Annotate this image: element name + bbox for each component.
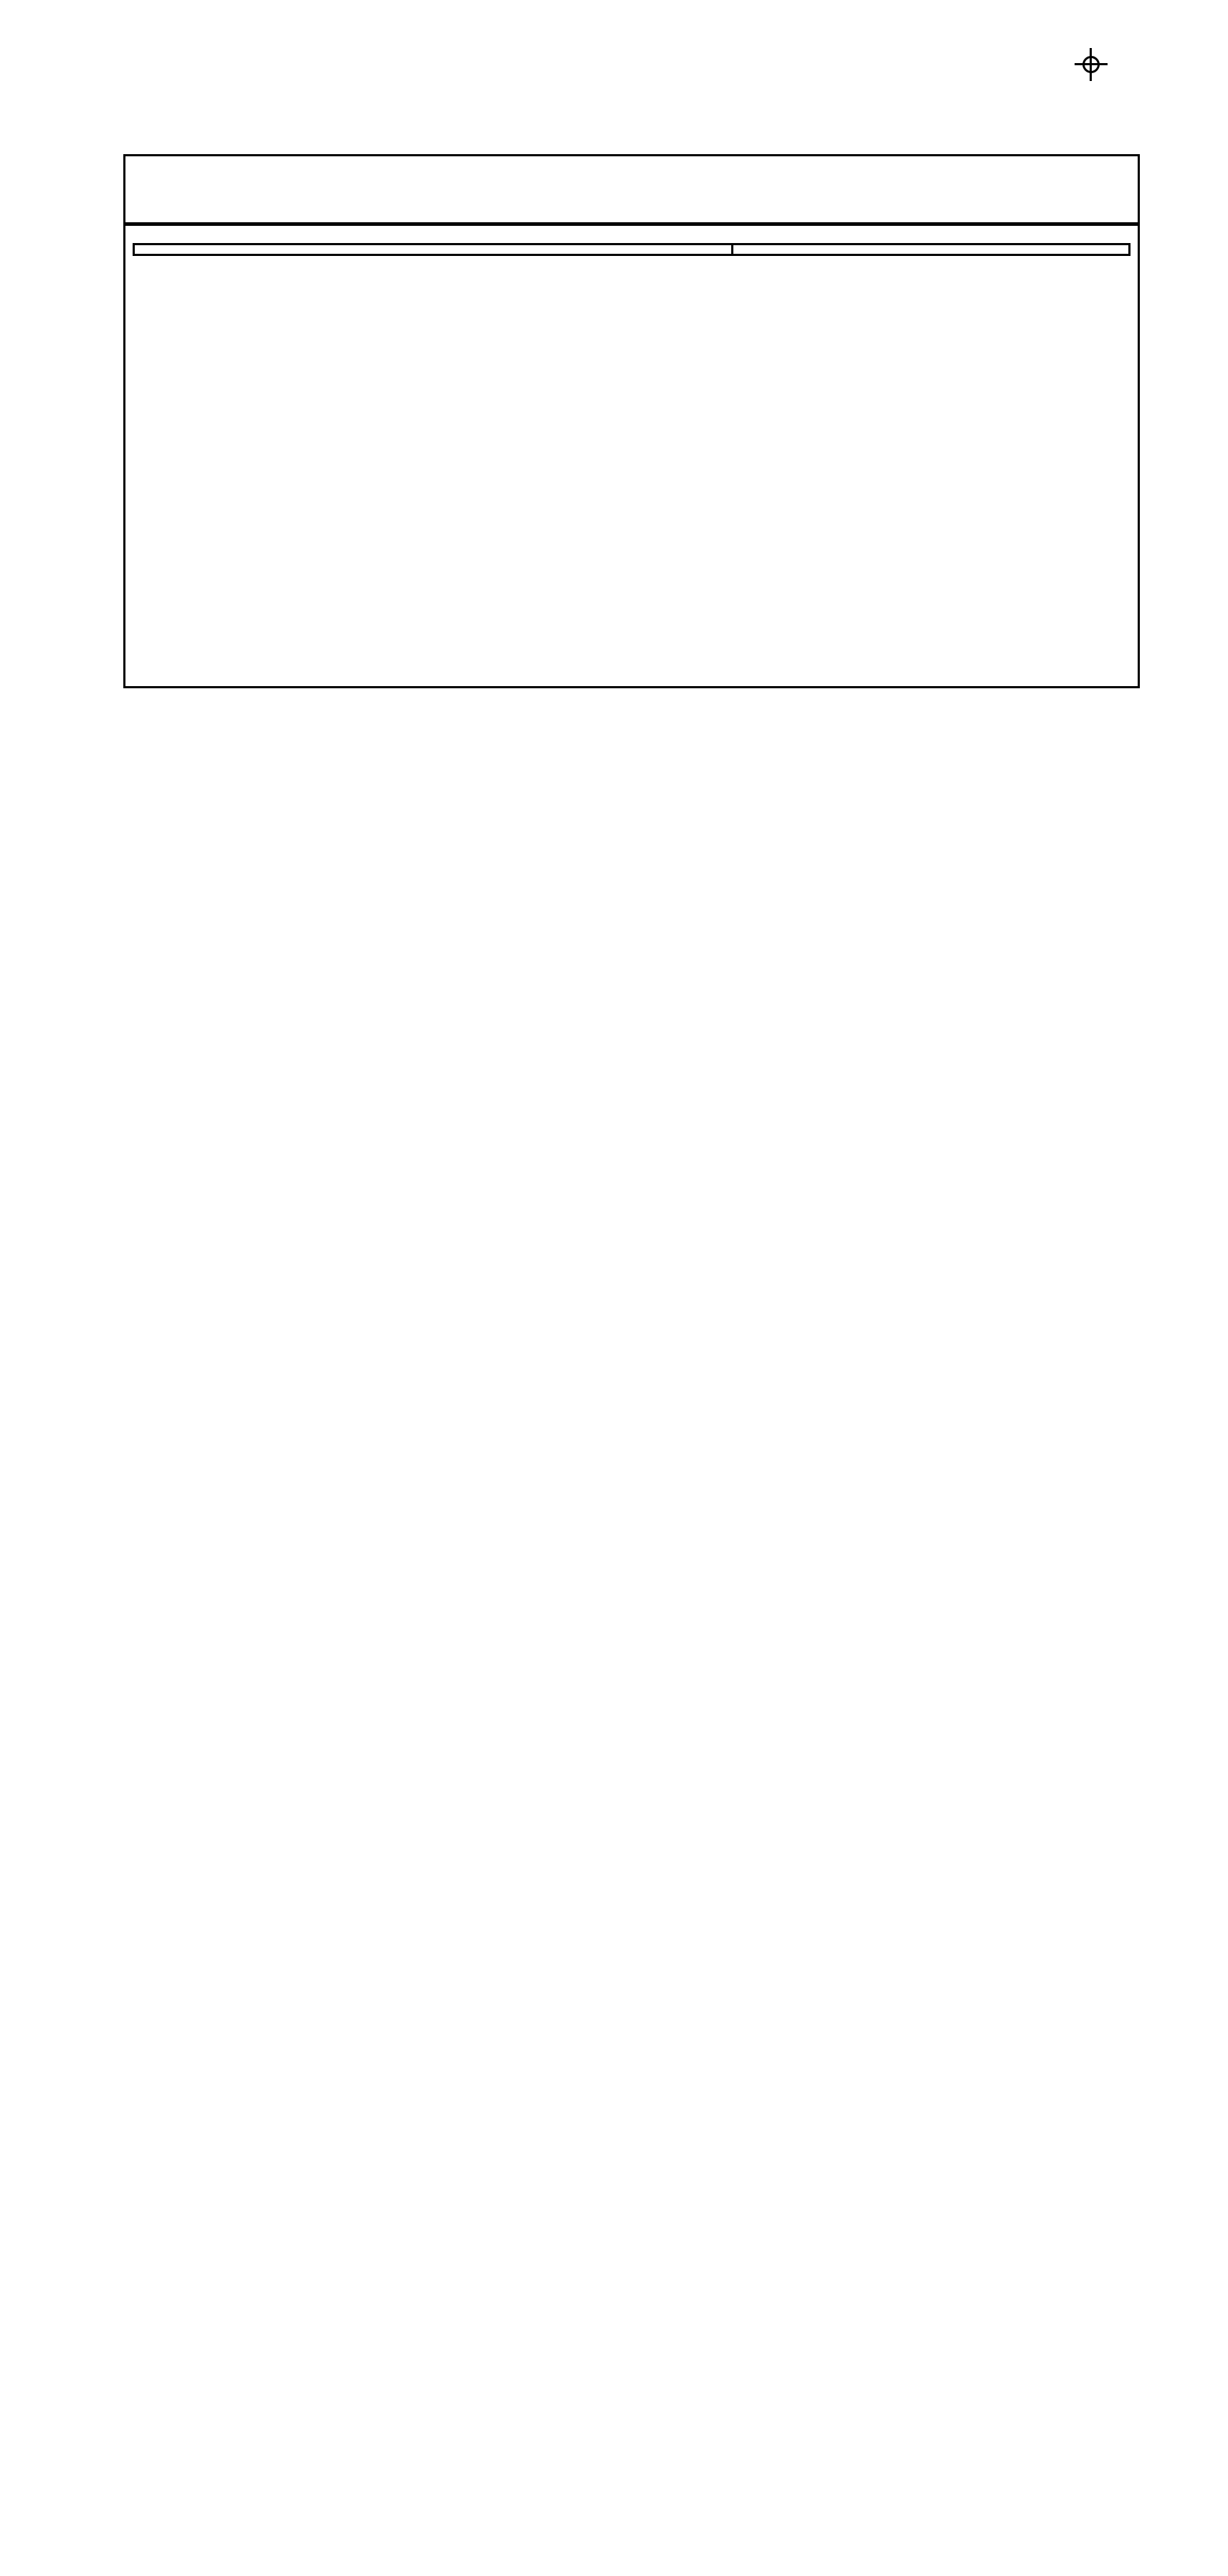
instructions-box (133, 243, 1131, 256)
ballot-title-instructions-box (123, 224, 1140, 688)
crosshair-circle (1082, 56, 1100, 73)
warning-cell (731, 245, 1128, 254)
to-vote-cell (135, 245, 731, 254)
registration-crosshair-icon (1077, 50, 1105, 79)
county-header-box (123, 154, 1140, 224)
